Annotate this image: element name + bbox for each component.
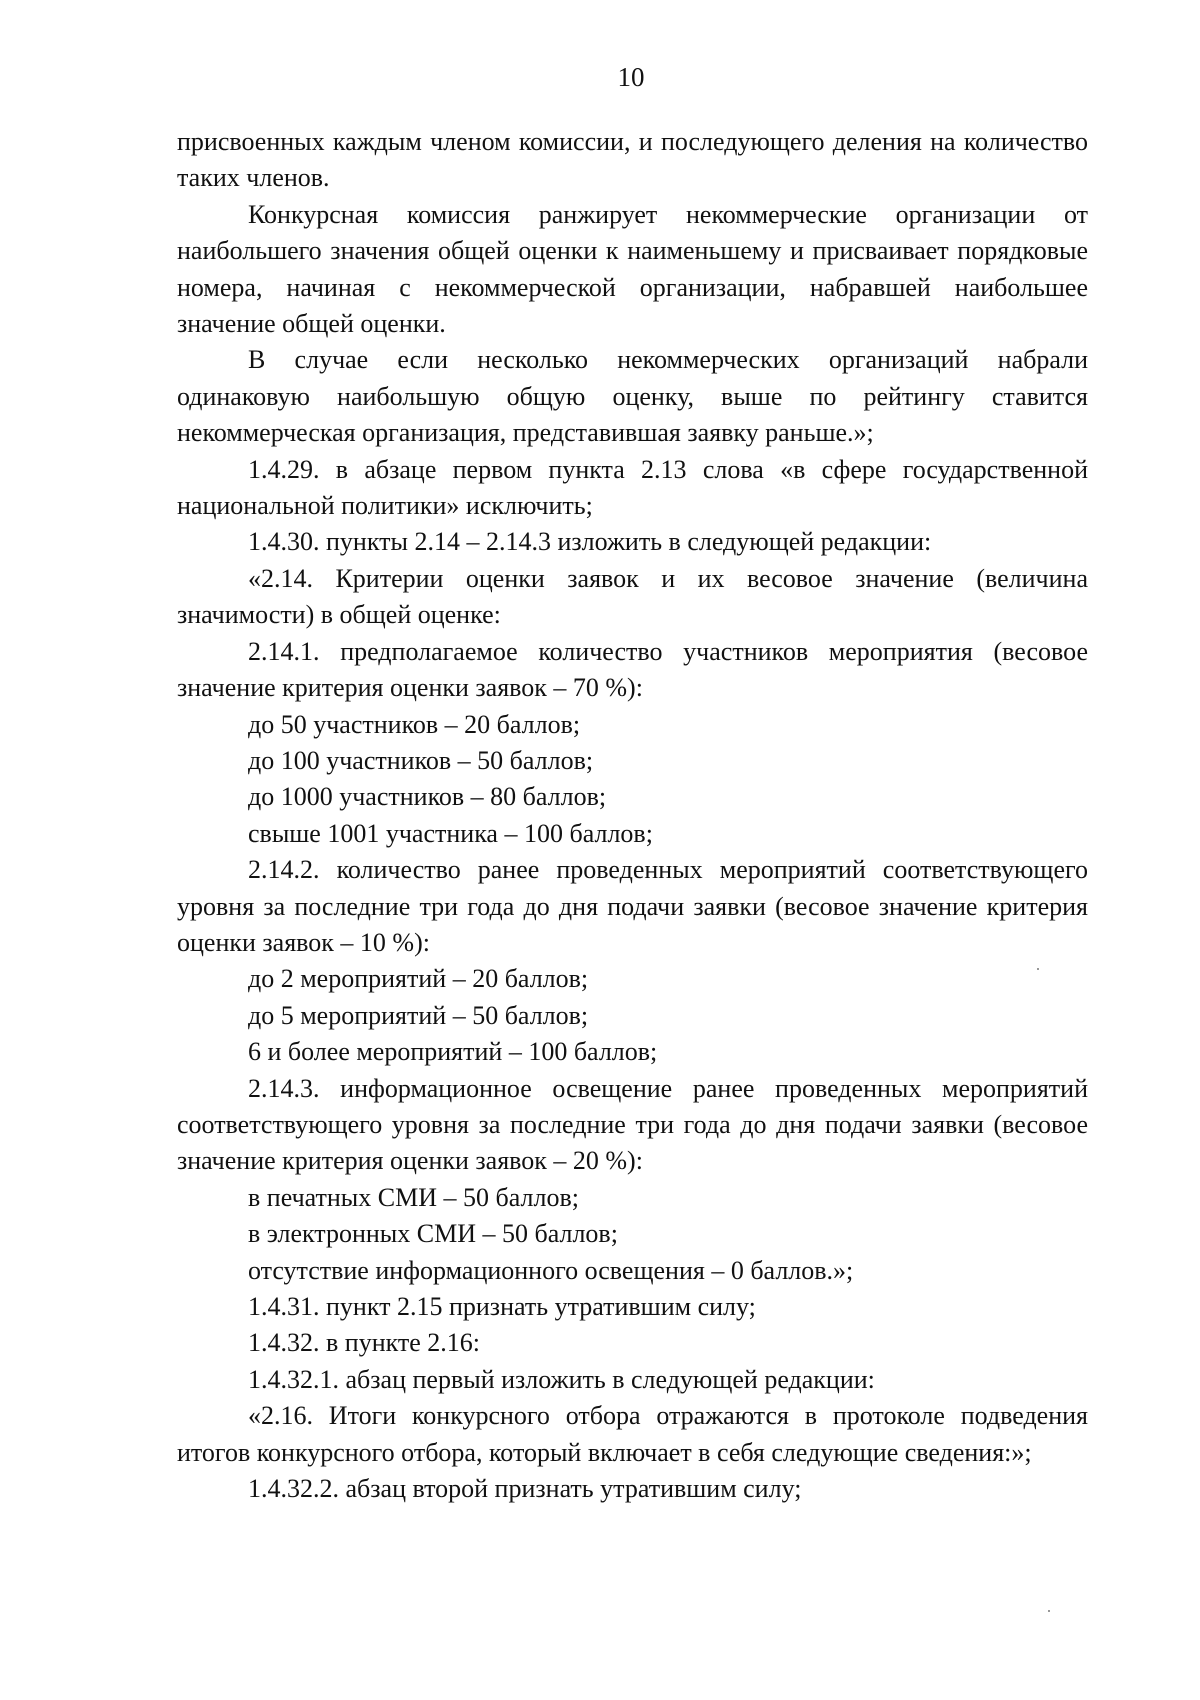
paragraph-2-14-1: 2.14.1. предполагаемое количество участников мероприятия (весовое значение критерия оценки заявок – 70 %): <box>177 636 1088 703</box>
paragraph-1-4-32-1: 1.4.32.1. абзац первый изложить в следующей редакции: <box>248 1364 875 1394</box>
paragraph-continuation: присвоенных каждым членом комиссии, и последующего деления на количество таких членов. <box>177 127 1088 193</box>
paragraph-1-4-29: 1.4.29. в абзаце первом пункта 2.13 слова «в сфере государственной национальной политики» исключить; <box>177 454 1088 521</box>
paragraph-1-4-32-2: 1.4.32.2. абзац второй признать утратившим силу; <box>248 1474 802 1504</box>
paragraph-1-4-30: 1.4.30. пункты 2.14 – 2.14.3 изложить в следующей редакции: <box>248 527 932 557</box>
document-body <box>177 124 1088 1507</box>
list-item-events-5: до 5 мероприятий – 50 баллов; <box>248 1000 589 1030</box>
list-item-participants-100: до 100 участников – 50 баллов; <box>248 745 594 775</box>
page-number: 10 <box>617 62 645 92</box>
paragraph-2-14-2: 2.14.2. количество ранее проведенных мероприятий соответствующего уровня за последние три года до дня подачи заявки (весовое значение критерия оценки заявок – 10 %): <box>177 855 1088 957</box>
scan-speck <box>1048 1610 1050 1612</box>
list-item-print-media: в печатных СМИ – 50 баллов; <box>248 1182 579 1212</box>
list-item-participants-50: до 50 участников – 20 баллов; <box>248 709 581 739</box>
paragraph-2-14-3: 2.14.3. информационное освещение ранее проведенных мероприятий соответствующего уровня за последние три года до дня подачи заявки (весовое значение критерия оценки заявок – 20 %): <box>177 1073 1088 1176</box>
paragraph-1-4-31: 1.4.31. пункт 2.15 признать утратившим силу; <box>248 1292 756 1321</box>
list-item-no-coverage: отсутствие информационного освещения – 0 баллов.»; <box>248 1255 854 1285</box>
paragraph-ranking: Конкурсная комиссия ранжирует некоммерческие организации от наибольшего значения общей оценки к наименьшему и присваивает порядковые номера, начиная с некоммерческой организации, набравшей наибольшее значение общей оценки. <box>177 199 1088 339</box>
paragraph-2-14: «2.14. Критерии оценки заявок и их весовое значение (величина значимости) в общей оценке: <box>177 563 1088 630</box>
list-item-electronic-media: в электронных СМИ – 50 баллов; <box>248 1219 618 1249</box>
list-item-participants-over-1001: свыше 1001 участника – 100 баллов; <box>248 818 653 848</box>
paragraph-2-16: «2.16. Итоги конкурсного отбора отражаются в протоколе подведения итогов конкурсного отбора, который включает в себя следующие сведения:»; <box>177 1401 1088 1467</box>
list-item-participants-1000: до 1000 участников – 80 баллов; <box>248 782 607 812</box>
paragraph-1-4-32: 1.4.32. в пункте 2.16: <box>248 1328 481 1358</box>
list-item-events-2: до 2 мероприятий – 20 баллов; <box>248 964 589 994</box>
paragraph-equal-score: В случае если несколько некоммерческих организаций набрали одинаковую наибольшую общую оценку, выше по рейтингу ставится некоммерческая организация, представившая заявку раньше.»; <box>177 345 1088 448</box>
scan-speck <box>1037 968 1039 970</box>
list-item-events-6-plus: 6 и более мероприятий – 100 баллов; <box>248 1037 658 1067</box>
